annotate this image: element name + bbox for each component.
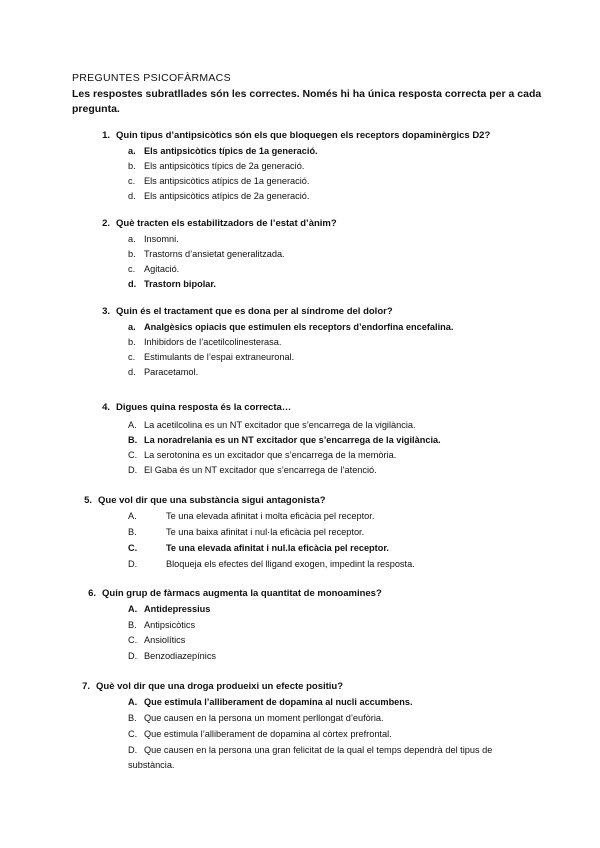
option-text: Paracetamol. (144, 367, 199, 377)
option-text: Els antipsicòtics atípics de 1a generació. (144, 176, 310, 186)
option-3c (128, 352, 294, 362)
intro-text: Les respostes subratllades són les correctes. Només hi ha única resposta correcta per a cada pregunta. (72, 88, 542, 115)
question-number: 5. (84, 495, 92, 506)
option-text: El Gaba és un NT excitador que s’encarrega de l’atenció. (144, 465, 377, 475)
option-text: Antidepressius (144, 604, 211, 614)
option-text: Que causen en la persona una gran felicitat de la qual el temps dependrà del tipus de substància. (128, 745, 493, 770)
option-letter: D. (128, 465, 138, 475)
option-text: Antipsicòtics (144, 620, 196, 630)
option-letter: d. (128, 191, 136, 201)
option-text: La serotonina es un excitador que s’encarrega de la memòria. (144, 450, 397, 460)
option-3d (128, 367, 198, 377)
option-text: Insomni. (144, 234, 179, 244)
option-1c (128, 176, 309, 186)
question-number: 4. (102, 402, 110, 413)
question-text: Què tracten els estabilitzadors de l’estat d’ànim? (116, 218, 337, 229)
option-text: Que estimula l’alliberament de dopamina al nucli accumbens. (144, 697, 413, 707)
question-1 (90, 130, 490, 141)
option-7d (128, 743, 538, 773)
option-2d (128, 279, 216, 289)
question-6 (76, 588, 382, 599)
option-letter: B. (128, 527, 137, 537)
option-letter: B. (128, 435, 138, 445)
option-6c (128, 635, 185, 645)
option-7b (128, 713, 384, 723)
option-5c (128, 543, 389, 553)
question-number: 6. (88, 588, 96, 599)
option-letter: c. (128, 176, 136, 186)
option-4b (128, 435, 441, 445)
option-letter: d. (128, 367, 136, 377)
option-1d (128, 191, 309, 201)
option-letter: C. (128, 635, 138, 645)
option-letter: D. (128, 559, 138, 569)
option-3a (128, 322, 453, 332)
question-4 (90, 402, 291, 413)
option-5b (128, 527, 364, 537)
option-2b (128, 249, 285, 259)
option-6b (128, 620, 195, 630)
option-2a (128, 234, 179, 244)
option-letter: C. (128, 729, 138, 739)
option-letter: B. (128, 713, 137, 723)
option-letter: A. (128, 511, 137, 521)
question-text: Digues quina resposta és la correcta… (116, 402, 292, 413)
option-2c (128, 264, 179, 274)
option-letter: A. (128, 697, 138, 707)
option-letter: c. (128, 352, 136, 362)
option-text: Que estimula l’alliberament de dopamina al còrtex prefrontal. (144, 729, 392, 739)
option-letter: C. (128, 543, 138, 553)
option-text: Te una baixa afinitat i nul·la eficàcia pel receptor. (166, 527, 365, 537)
question-number: 1. (102, 130, 110, 141)
option-letter: a. (128, 234, 136, 244)
option-text: Agitació. (144, 264, 180, 274)
option-letter: D. (128, 651, 138, 661)
option-letter: b. (128, 337, 136, 347)
option-text: Te una elevada afinitat i nul.la eficàcia pel receptor. (166, 543, 389, 553)
question-5 (72, 495, 326, 506)
question-7 (70, 681, 343, 692)
option-text: La noradrelania es un NT excitador que s’encarrega de la vigilància. (144, 435, 441, 445)
option-text: La acetilcolina es un NT excitador que s’encarrega de la vigilància. (144, 420, 416, 430)
option-letter: A. (128, 420, 137, 430)
option-letter: b. (128, 161, 136, 171)
option-letter: b. (128, 249, 136, 259)
option-7c (128, 729, 392, 739)
question-number: 3. (102, 306, 110, 317)
question-number: 7. (82, 681, 90, 692)
option-text: Que causen en la persona un moment perllongat d’eufòria. (144, 713, 384, 723)
question-text: Què vol dir que una droga produeixi un efecte positiu? (96, 681, 344, 692)
option-6d (128, 651, 216, 661)
option-text: Bloqueja els efectes del lligand exogen, impedint la resposta. (166, 559, 415, 569)
question-text: Quin tipus d’antipsicòtics són els que bloquegen els receptors dopaminèrgics D2? (116, 130, 491, 141)
option-4c (128, 450, 396, 460)
option-letter: C. (128, 450, 138, 460)
option-letter: D. (128, 745, 138, 755)
question-text: Quin grup de fàrmacs augmenta la quantitat de monoamines? (102, 588, 382, 599)
question-3 (90, 306, 393, 317)
option-1a (128, 146, 318, 156)
option-5d (128, 559, 415, 569)
option-4a (128, 420, 416, 430)
question-text: Que vol dir que una substància sigui antagonista? (98, 495, 326, 506)
question-2 (90, 218, 337, 229)
option-1b (128, 161, 304, 171)
option-text: Els antipsicòtics típics de 1a generació. (144, 146, 318, 156)
option-5a (128, 511, 374, 521)
option-letter: c. (128, 264, 136, 274)
option-text: Els antipsicòtics atípics de 2a generació. (144, 191, 310, 201)
question-text: Quin és el tractament que es dona per al síndrome del dolor? (116, 306, 393, 317)
option-letter: a. (128, 322, 136, 332)
option-6a (128, 604, 210, 614)
document-title: PREGUNTES PSICOFÀRMACS (72, 72, 231, 84)
option-text: Trastorn bipolar. (144, 279, 216, 289)
option-letter: A. (128, 604, 138, 614)
option-text: Inhibidors de l’acetilcolinesterasa. (144, 337, 282, 347)
option-text: Estimulants de l’espai extraneuronal. (144, 352, 295, 362)
option-text: Els antipsicòtics típics de 2a generació. (144, 161, 305, 171)
question-number: 2. (102, 218, 110, 229)
option-text: Benzodiazepínics (144, 651, 217, 661)
option-text: Analgèsics opiacis que estimulen els receptors d’endorfina encefalina. (144, 322, 454, 332)
option-4d (128, 465, 377, 475)
option-text: Trastorns d’ansietat generalitzada. (144, 249, 285, 259)
option-letter: d. (128, 279, 137, 289)
option-7a (128, 697, 413, 707)
option-letter: a. (128, 146, 136, 156)
option-text: Te una elevada afinitat i molta eficàcia pel receptor. (166, 511, 375, 521)
option-text: Ansiolítics (144, 635, 186, 645)
option-letter: B. (128, 620, 137, 630)
option-3b (128, 337, 281, 347)
